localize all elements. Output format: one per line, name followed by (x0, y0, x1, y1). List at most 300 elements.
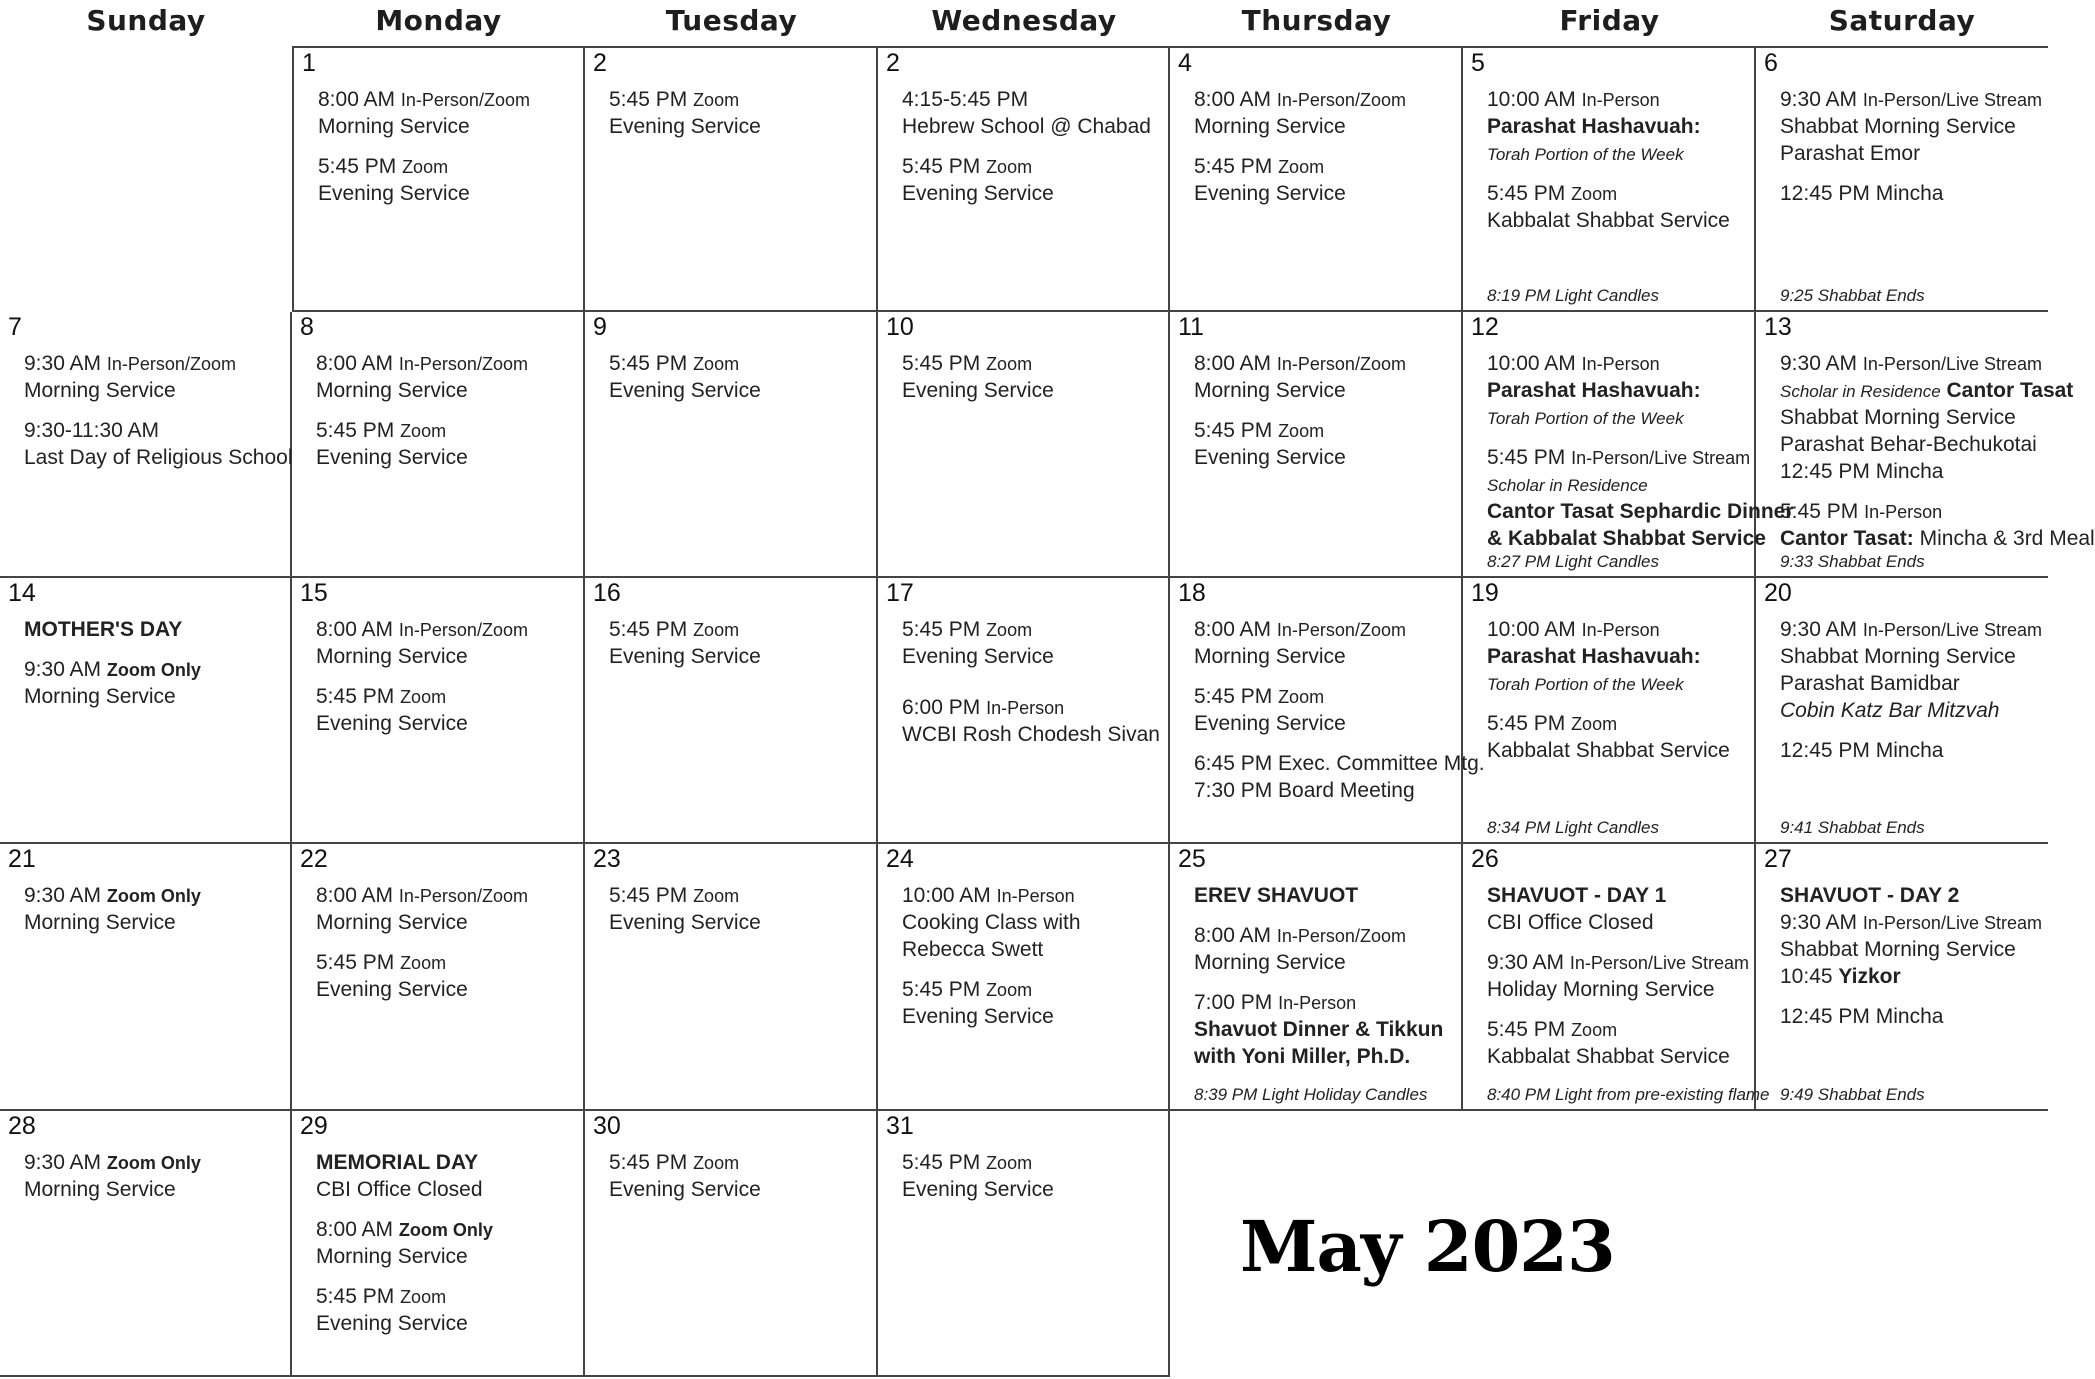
event-text: Shabbat Morning Service (1780, 115, 2016, 138)
day-number: 29 (300, 1112, 328, 1140)
event-time: 5:45 PM (902, 1151, 981, 1174)
event-prefix: Scholar in Residence (1780, 382, 1941, 401)
day-cell[interactable] (878, 578, 1170, 844)
event-time: 9:30 AM (24, 884, 102, 907)
event-text: 6:45 PM Exec. Committee Mtg. (1194, 752, 1485, 775)
event-tag: Zoom (400, 953, 447, 973)
event-line (1487, 976, 1715, 1003)
event-time: 5:45 PM (318, 155, 397, 178)
weekday-header-thursday: Thursday (1241, 3, 1392, 37)
event-line (1780, 936, 2016, 963)
event-text: Shabbat Morning Service (1780, 406, 2016, 429)
event-time: 5:45 PM (902, 618, 981, 641)
event-line (1487, 525, 1766, 552)
day-cell[interactable] (0, 578, 292, 844)
month-title: May 2023 (1240, 1205, 1615, 1288)
event-time: 5:45 PM (316, 1285, 395, 1308)
event-line (1780, 737, 1943, 764)
event-line (1487, 616, 1660, 644)
event-line (1780, 963, 1901, 990)
event-line (1194, 350, 1406, 378)
event-line (1780, 616, 2042, 644)
cell-footer-note: 8:19 PM Light Candles (1487, 286, 1659, 305)
event-line (318, 113, 470, 140)
event-line (1487, 444, 1750, 472)
event-line (1780, 404, 2016, 431)
event-text: Kabbalat Shabbat Service (1487, 1045, 1730, 1068)
event-text: Cantor Tasat (1946, 379, 2074, 402)
event-text: Evening Service (902, 1005, 1054, 1028)
event-time: 5:45 PM (316, 685, 395, 708)
event-line (1780, 86, 2042, 114)
event-line (316, 1176, 483, 1203)
day-number: 31 (886, 1112, 914, 1140)
event-tag: In-Person/Zoom (106, 354, 236, 374)
event-time: 9:30-11:30 AM (24, 419, 160, 442)
event-text: Last Day of Religious School (24, 446, 293, 469)
event-line (24, 377, 176, 404)
event-line (1780, 350, 2042, 378)
event-text: WCBI Rosh Chodesh Sivan (902, 723, 1160, 746)
event-tag: In-Person/Live Stream (1571, 448, 1751, 468)
event-line (609, 350, 739, 378)
event-text: Evening Service (902, 379, 1054, 402)
event-line (318, 153, 448, 181)
event-line (1780, 377, 2073, 405)
event-line (1487, 498, 1794, 525)
day-number: 12 (1471, 313, 1499, 341)
event-line (902, 721, 1160, 748)
event-tag: In-Person/Live Stream (1862, 620, 2042, 640)
event-line (1780, 1003, 1943, 1030)
event-text: Rebecca Swett (902, 938, 1044, 961)
event-line (1780, 180, 1943, 207)
event-line (1780, 882, 1959, 909)
event-time: 10:00 AM (1487, 618, 1576, 641)
event-text: Parashat Hashavuah: (1487, 645, 1701, 668)
event-line (609, 1149, 739, 1177)
event-line (1780, 909, 2042, 937)
event-line (1780, 643, 2016, 670)
event-line (316, 616, 528, 644)
event-time: 6:00 PM (902, 696, 981, 719)
event-tag: Zoom Only (398, 1220, 493, 1240)
event-text: MEMORIAL DAY (316, 1151, 479, 1174)
event-tag: In-Person (1278, 993, 1357, 1013)
day-cell[interactable] (1463, 46, 1756, 312)
event-text: Shabbat Morning Service (1780, 938, 2016, 961)
event-text: Parashat Bamidbar (1780, 672, 1960, 695)
event-tag: Zoom (402, 157, 449, 177)
event-text: CBI Office Closed (1487, 911, 1654, 934)
event-line (316, 350, 528, 378)
event-text: 7:30 PM Board Meeting (1194, 779, 1415, 802)
day-cell[interactable] (878, 844, 1170, 1111)
event-line (1487, 350, 1660, 378)
event-tag: Zoom Only (106, 1153, 201, 1173)
event-text: Mincha & 3rd Meal (1919, 527, 2095, 550)
event-line (1194, 417, 1324, 445)
event-line (1487, 180, 1617, 208)
event-time: 5:45 PM (609, 352, 688, 375)
event-line (1194, 444, 1346, 471)
event-line (316, 949, 446, 977)
day-number: 22 (300, 845, 328, 873)
event-text: Evening Service (316, 712, 468, 735)
event-line (316, 377, 468, 404)
event-time: 8:00 AM (1194, 352, 1272, 375)
event-line (316, 1216, 493, 1244)
event-line (1194, 949, 1346, 976)
event-line (1194, 86, 1406, 114)
event-line (1487, 207, 1730, 234)
event-line (902, 113, 1151, 140)
event-tag: In-Person/Live Stream (1862, 913, 2042, 933)
event-text: Morning Service (316, 645, 468, 668)
event-time: 10:00 AM (1487, 88, 1576, 111)
event-time: 12:45 PM (1780, 182, 1870, 205)
weekday-header-saturday: Saturday (1828, 3, 1976, 37)
event-text: Morning Service (24, 911, 176, 934)
event-tag: In-Person/Zoom (400, 90, 530, 110)
day-cell[interactable] (292, 312, 585, 578)
event-tag: Zoom (986, 620, 1033, 640)
event-line (24, 444, 292, 471)
event-text: Parashat Hashavuah: (1487, 115, 1701, 138)
day-cell[interactable] (0, 1111, 292, 1377)
event-time: 9:30 AM (1487, 951, 1565, 974)
event-line (24, 882, 201, 910)
event-time: 5:45 PM (316, 419, 395, 442)
event-tag: In-Person/Live Stream (1862, 90, 2042, 110)
event-line (24, 350, 236, 378)
event-time: 4:15-5:45 PM (902, 88, 1029, 111)
event-text: Parashat Hashavuah: (1487, 379, 1701, 402)
event-text: Evening Service (1194, 446, 1346, 469)
weekday-header-friday: Friday (1559, 3, 1660, 37)
event-time: 5:45 PM (609, 618, 688, 641)
event-line (1487, 404, 1684, 432)
event-line (24, 683, 176, 710)
event-line (1487, 140, 1684, 168)
event-text: with Yoni Miller, Ph.D. (1194, 1045, 1411, 1068)
event-time: 5:45 PM (902, 352, 981, 375)
day-cell[interactable] (1756, 46, 2048, 312)
event-time: 8:00 AM (316, 352, 394, 375)
event-tag: Zoom (400, 1287, 447, 1307)
day-cell[interactable] (878, 312, 1170, 578)
day-cell[interactable] (292, 1111, 585, 1377)
day-number: 1 (302, 49, 316, 77)
event-text: Morning Service (1194, 115, 1346, 138)
event-text: Evening Service (316, 446, 468, 469)
event-line (609, 1176, 761, 1203)
event-line (1487, 1043, 1730, 1070)
event-line (1194, 180, 1346, 207)
day-cell[interactable] (1463, 844, 1770, 1111)
day-number: 11 (1178, 313, 1204, 341)
day-cell[interactable] (1756, 578, 2048, 844)
event-time: 8:00 AM (316, 618, 394, 641)
event-text: Morning Service (316, 911, 468, 934)
event-text: Scholar in Residence (1487, 476, 1648, 495)
event-tag: In-Person/Zoom (398, 354, 528, 374)
day-cell[interactable] (1170, 46, 1463, 312)
event-line (902, 909, 1081, 936)
event-tag: Zoom Only (106, 660, 201, 680)
event-line (24, 616, 182, 643)
event-line (318, 86, 530, 114)
event-tag: Zoom (693, 1153, 740, 1173)
event-tag: In-Person (1581, 620, 1660, 640)
event-line (316, 444, 468, 471)
event-line (1780, 431, 2037, 458)
cell-footer-note: 9:49 Shabbat Ends (1780, 1085, 1925, 1104)
event-line (1487, 882, 1666, 909)
event-text: Parashat Emor (1780, 142, 1921, 165)
event-time: 5:45 PM (902, 978, 981, 1001)
event-time: 9:30 AM (1780, 88, 1858, 111)
cell-footer-note: 8:27 PM Light Candles (1487, 552, 1659, 571)
event-time: 8:00 AM (1194, 924, 1272, 947)
day-cell[interactable] (878, 46, 1170, 312)
day-cell[interactable] (292, 46, 585, 312)
event-tag: In-Person (996, 886, 1075, 906)
event-tag: In-Person (1581, 90, 1660, 110)
day-number: 2 (886, 49, 900, 77)
day-cell[interactable] (1463, 578, 1756, 844)
event-line (902, 377, 1054, 404)
event-time: 5:45 PM (1780, 500, 1859, 523)
event-text: Evening Service (318, 182, 470, 205)
day-number: 15 (300, 579, 328, 607)
day-cell[interactable] (0, 844, 292, 1111)
event-text: Evening Service (316, 1312, 468, 1335)
day-number: 8 (300, 313, 314, 341)
event-line (316, 683, 446, 711)
day-cell[interactable] (585, 1111, 878, 1377)
event-line (609, 909, 761, 936)
event-text: Morning Service (1194, 645, 1346, 668)
event-text: Morning Service (24, 379, 176, 402)
event-line (1194, 989, 1356, 1017)
day-number: 16 (593, 579, 621, 607)
event-text: Torah Portion of the Week (1487, 145, 1684, 164)
day-cell[interactable] (585, 46, 878, 312)
event-tag: Zoom (1278, 421, 1325, 441)
event-line (902, 643, 1054, 670)
event-text: SHAVUOT - DAY 1 (1487, 884, 1667, 907)
event-tag: Mincha (1875, 739, 1944, 762)
event-tag: Mincha (1875, 182, 1944, 205)
event-line (24, 656, 201, 684)
weekday-header-tuesday: Tuesday (665, 3, 798, 37)
event-tag: Zoom (400, 687, 447, 707)
event-time: 5:45 PM (1487, 1018, 1566, 1041)
day-number: 26 (1471, 845, 1499, 873)
day-number: 27 (1764, 845, 1792, 873)
event-tag: In-Person (1864, 502, 1943, 522)
event-line (1487, 909, 1654, 936)
day-cell[interactable] (1756, 312, 2095, 578)
event-text: Cobin Katz Bar Mitzvah (1780, 699, 2000, 722)
cell-footer-note: 9:33 Shabbat Ends (1780, 552, 1925, 571)
event-text: Evening Service (609, 115, 761, 138)
day-number: 25 (1178, 845, 1206, 873)
event-time: 5:45 PM (316, 951, 395, 974)
weekday-header-sunday: Sunday (86, 3, 206, 37)
day-number: 6 (1764, 49, 1778, 77)
event-line (1194, 1016, 1443, 1043)
event-line (24, 1149, 201, 1177)
event-text: Cantor Tasat Sephardic Dinner (1487, 500, 1794, 523)
event-tag: Zoom (1571, 1020, 1618, 1040)
day-cell[interactable] (1756, 844, 2048, 1111)
event-text: Shavuot Dinner & Tikkun (1194, 1018, 1444, 1041)
day-number: 13 (1764, 313, 1792, 341)
event-text: CBI Office Closed (316, 1178, 483, 1201)
day-cell[interactable] (1170, 312, 1463, 578)
event-text: Morning Service (1194, 951, 1346, 974)
event-line (316, 417, 446, 445)
event-time: 8:00 AM (1194, 88, 1272, 111)
event-tag: In-Person/Zoom (1276, 620, 1406, 640)
event-text: Evening Service (1194, 182, 1346, 205)
event-text: Evening Service (902, 182, 1054, 205)
event-prefix: Cantor Tasat: (1780, 527, 1914, 550)
day-cell[interactable] (292, 578, 585, 844)
event-text: Yizkor (1838, 965, 1901, 988)
event-time: 9:30 AM (24, 658, 102, 681)
event-line (902, 882, 1075, 910)
event-time: 9:30 AM (24, 352, 102, 375)
day-cell[interactable] (0, 312, 292, 578)
event-line (902, 976, 1032, 1004)
event-time: 10:00 AM (1487, 352, 1576, 375)
event-line (902, 86, 1028, 113)
event-text: Torah Portion of the Week (1487, 675, 1684, 694)
event-line (1780, 458, 1943, 485)
event-text: Cooking Class with (902, 911, 1081, 934)
event-line (24, 1176, 176, 1203)
day-number: 24 (886, 845, 914, 873)
event-line (609, 113, 761, 140)
event-time: 9:30 AM (1780, 911, 1858, 934)
event-tag: In-Person (1581, 354, 1660, 374)
event-line (1487, 949, 1749, 977)
event-tag: Mincha (1875, 460, 1944, 483)
event-text: Morning Service (316, 379, 468, 402)
event-line (1194, 1043, 1410, 1070)
event-line (1194, 683, 1324, 711)
event-line (1780, 498, 1942, 526)
day-cell[interactable] (585, 578, 878, 844)
event-line (1194, 710, 1346, 737)
event-text: Evening Service (609, 911, 761, 934)
event-line (316, 882, 528, 910)
event-tag: Zoom (986, 354, 1033, 374)
day-number: 9 (593, 313, 607, 341)
event-line (902, 936, 1043, 963)
event-time: 9:30 AM (1780, 352, 1858, 375)
event-line (1194, 113, 1346, 140)
weekday-header-wednesday: Wednesday (931, 3, 1117, 37)
event-line (902, 1176, 1054, 1203)
event-line (1780, 525, 2095, 552)
event-tag: In-Person/Live Stream (1862, 354, 2042, 374)
day-cell[interactable] (585, 312, 878, 578)
event-line (609, 882, 739, 910)
event-line (316, 1243, 468, 1270)
event-line (316, 1149, 478, 1176)
event-line (1194, 922, 1406, 950)
event-text: Parashat Behar-Bechukotai (1780, 433, 2037, 456)
day-number: 5 (1471, 49, 1485, 77)
day-number: 14 (8, 579, 36, 607)
event-line (609, 377, 761, 404)
event-time: 9:30 AM (1780, 618, 1858, 641)
event-time: 8:00 AM (1194, 618, 1272, 641)
event-line (1194, 643, 1346, 670)
event-time: 5:45 PM (1194, 155, 1273, 178)
event-line (316, 1310, 468, 1337)
event-line (316, 909, 468, 936)
event-line (1487, 737, 1730, 764)
event-text: Evening Service (609, 379, 761, 402)
event-time: 5:45 PM (609, 1151, 688, 1174)
event-line (1487, 471, 1648, 499)
event-text: Shabbat Morning Service (1780, 645, 2016, 668)
cell-footer-note: 8:34 PM Light Candles (1487, 818, 1659, 837)
cell-footer-note: 8:40 PM Light from pre-existing flame (1487, 1085, 1770, 1104)
event-text: Evening Service (1194, 712, 1346, 735)
event-time: 5:45 PM (1487, 182, 1566, 205)
cell-footer-note: 8:39 PM Light Holiday Candles (1194, 1085, 1428, 1104)
event-time: 5:45 PM (609, 88, 688, 111)
event-tag: Zoom (1278, 687, 1325, 707)
event-time: 12:45 PM (1780, 460, 1870, 483)
event-text: & Kabbalat Shabbat Service (1487, 527, 1766, 550)
event-line (1487, 710, 1617, 738)
event-text: Evening Service (902, 1178, 1054, 1201)
event-line (318, 180, 470, 207)
event-tag: Zoom (986, 980, 1033, 1000)
event-line (902, 616, 1032, 644)
event-text: Morning Service (316, 1245, 468, 1268)
day-cell[interactable] (585, 844, 878, 1111)
day-cell[interactable] (878, 1111, 1170, 1377)
day-number: 19 (1471, 579, 1499, 607)
event-prefix: 10:45 (1780, 965, 1833, 988)
day-number: 2 (593, 49, 607, 77)
day-cell[interactable] (292, 844, 585, 1111)
event-time: 5:45 PM (609, 884, 688, 907)
day-cell[interactable] (1170, 844, 1463, 1111)
event-line (316, 976, 468, 1003)
event-tag: Zoom (1571, 184, 1618, 204)
event-line (609, 86, 739, 114)
event-line (1194, 377, 1346, 404)
day-number: 7 (8, 313, 22, 341)
event-line (1194, 153, 1324, 181)
weekday-header-monday: Monday (375, 3, 502, 37)
event-line (902, 153, 1032, 181)
event-line (1487, 643, 1701, 670)
event-tag: In-Person/Live Stream (1569, 953, 1749, 973)
event-text: EREV SHAVUOT (1194, 884, 1359, 907)
event-time: 5:45 PM (1487, 446, 1566, 469)
event-line (24, 417, 159, 444)
